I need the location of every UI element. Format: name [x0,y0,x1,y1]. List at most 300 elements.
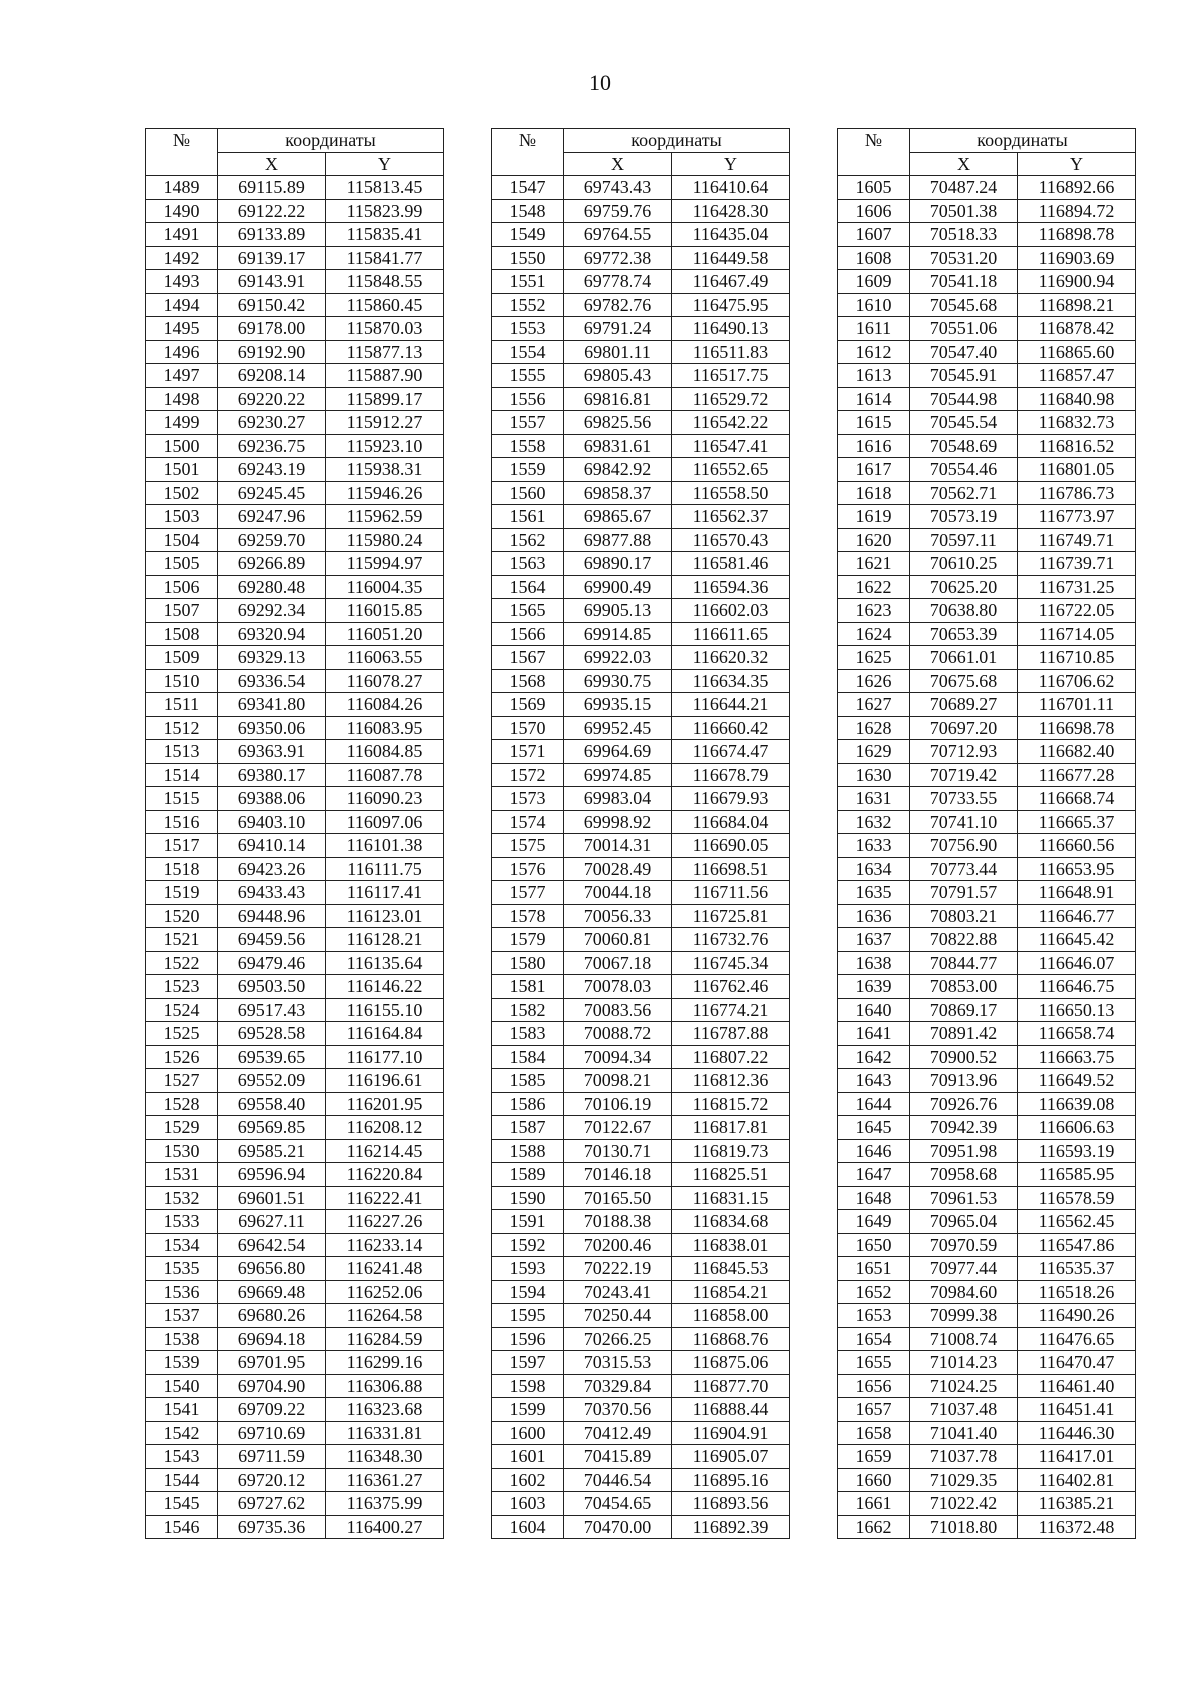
table-row [838,458,1136,482]
y-coordinate-cell: 115848.55 [326,270,444,294]
table-row [492,364,790,388]
point-number-cell: 1653 [838,1304,910,1328]
x-coordinate-cell: 70545.54 [910,411,1018,435]
point-number-cell: 1501 [146,458,218,482]
point-number-cell: 1552 [492,293,564,317]
y-coordinate-cell: 116634.35 [672,669,790,693]
x-coordinate-cell: 70060.81 [564,928,672,952]
point-number-cell: 1538 [146,1327,218,1351]
point-number-cell: 1589 [492,1163,564,1187]
point-number-cell: 1619 [838,505,910,529]
table-row [492,1374,790,1398]
table-row [146,270,444,294]
table-row [492,1327,790,1351]
x-coordinate-cell: 70088.72 [564,1022,672,1046]
x-coordinate-cell: 69735.36 [218,1515,326,1539]
y-coordinate-cell: 116461.40 [1018,1374,1136,1398]
x-coordinate-cell: 70548.69 [910,434,1018,458]
y-coordinate-cell: 116227.26 [326,1210,444,1234]
table-row [838,505,1136,529]
x-coordinate-cell: 69842.92 [564,458,672,482]
y-coordinate-cell: 116078.27 [326,669,444,693]
table-row [838,975,1136,999]
point-number-cell: 1551 [492,270,564,294]
table-row [492,1163,790,1187]
x-coordinate-cell: 69236.75 [218,434,326,458]
table-row [838,411,1136,435]
table-row [146,1116,444,1140]
x-coordinate-cell: 69759.76 [564,199,672,223]
table-body [146,176,444,1539]
point-number-cell: 1537 [146,1304,218,1328]
point-number-cell: 1579 [492,928,564,952]
table-row [838,1210,1136,1234]
x-coordinate-cell: 69247.96 [218,505,326,529]
table-row [838,1257,1136,1281]
table-row [146,528,444,552]
point-number-cell: 1572 [492,763,564,787]
point-number-cell: 1491 [146,223,218,247]
table-row [492,904,790,928]
x-coordinate-cell: 70014.31 [564,834,672,858]
point-number-cell: 1651 [838,1257,910,1281]
x-coordinate-cell: 70188.38 [564,1210,672,1234]
point-number-cell: 1515 [146,787,218,811]
x-coordinate-cell: 71008.74 [910,1327,1018,1351]
y-coordinate-cell: 116658.74 [1018,1022,1136,1046]
y-coordinate-cell: 116840.98 [1018,387,1136,411]
point-number-cell: 1643 [838,1069,910,1093]
table-row [146,834,444,858]
x-coordinate-cell: 70094.34 [564,1045,672,1069]
point-number-cell: 1534 [146,1233,218,1257]
y-coordinate-cell: 116475.95 [672,293,790,317]
table-row [492,1210,790,1234]
x-coordinate-cell: 70999.38 [910,1304,1018,1328]
point-number-cell: 1629 [838,740,910,764]
y-coordinate-cell: 116701.11 [1018,693,1136,717]
point-number-cell: 1588 [492,1139,564,1163]
point-number-cell: 1632 [838,810,910,834]
y-coordinate-cell: 116111.75 [326,857,444,881]
table-row [838,1045,1136,1069]
table-row [492,1492,790,1516]
point-number-cell: 1547 [492,176,564,200]
y-coordinate-cell: 116690.05 [672,834,790,858]
point-number-cell: 1536 [146,1280,218,1304]
x-coordinate-cell: 69865.67 [564,505,672,529]
point-number-cell: 1625 [838,646,910,670]
table-row [838,481,1136,505]
table-row [146,1210,444,1234]
point-number-cell: 1533 [146,1210,218,1234]
y-coordinate-cell: 116233.14 [326,1233,444,1257]
table-row [492,411,790,435]
x-coordinate-cell: 69403.10 [218,810,326,834]
y-coordinate-cell: 116214.45 [326,1139,444,1163]
y-coordinate-cell: 116196.61 [326,1069,444,1093]
x-coordinate-cell: 69292.34 [218,599,326,623]
x-coordinate-cell: 69363.91 [218,740,326,764]
table-row [146,669,444,693]
x-coordinate-cell: 69558.40 [218,1092,326,1116]
y-coordinate-cell: 116787.88 [672,1022,790,1046]
point-number-cell: 1545 [146,1492,218,1516]
y-coordinate-cell: 116004.35 [326,575,444,599]
x-coordinate-cell: 69791.24 [564,317,672,341]
y-coordinate-cell: 116606.63 [1018,1116,1136,1140]
x-coordinate-cell: 70554.46 [910,458,1018,482]
y-coordinate-cell: 116905.07 [672,1445,790,1469]
table-row [492,787,790,811]
point-number-cell: 1509 [146,646,218,670]
y-coordinate-cell: 116857.47 [1018,364,1136,388]
x-coordinate-cell: 70412.49 [564,1421,672,1445]
table-row [838,1116,1136,1140]
point-number-cell: 1570 [492,716,564,740]
y-coordinate-cell: 116611.65 [672,622,790,646]
table-row [492,270,790,294]
y-coordinate-cell: 116348.30 [326,1445,444,1469]
y-coordinate-cell: 116402.81 [1018,1468,1136,1492]
y-coordinate-cell: 116385.21 [1018,1492,1136,1516]
y-coordinate-cell: 116894.72 [1018,199,1136,223]
table-row [492,716,790,740]
y-coordinate-cell: 116146.22 [326,975,444,999]
x-coordinate-cell: 70597.11 [910,528,1018,552]
point-number-cell: 1585 [492,1069,564,1093]
y-coordinate-cell: 116677.28 [1018,763,1136,787]
x-coordinate-cell: 69208.14 [218,364,326,388]
x-coordinate-cell: 70712.93 [910,740,1018,764]
y-coordinate-cell: 116668.74 [1018,787,1136,811]
point-number-cell: 1532 [146,1186,218,1210]
x-coordinate-cell: 69801.11 [564,340,672,364]
table-row [146,340,444,364]
table-row [838,1069,1136,1093]
x-coordinate-cell: 71029.35 [910,1468,1018,1492]
table-row [492,763,790,787]
x-coordinate-cell: 69983.04 [564,787,672,811]
x-coordinate-cell: 69711.59 [218,1445,326,1469]
table-row [838,787,1136,811]
y-coordinate-cell: 116858.00 [672,1304,790,1328]
x-coordinate-cell: 70791.57 [910,881,1018,905]
header-coordinates: координаты [564,129,790,153]
point-number-cell: 1592 [492,1233,564,1257]
x-coordinate-cell: 70165.50 [564,1186,672,1210]
y-coordinate-cell: 116845.53 [672,1257,790,1281]
point-number-cell: 1499 [146,411,218,435]
x-coordinate-cell: 69877.88 [564,528,672,552]
table-row [146,1233,444,1257]
table-row [838,387,1136,411]
point-number-cell: 1494 [146,293,218,317]
table-row [838,176,1136,200]
table-row [838,223,1136,247]
y-coordinate-cell: 116562.37 [672,505,790,529]
x-coordinate-cell: 69433.43 [218,881,326,905]
y-coordinate-cell: 116511.83 [672,340,790,364]
point-number-cell: 1510 [146,669,218,693]
table-row [146,411,444,435]
point-number-cell: 1513 [146,740,218,764]
x-coordinate-cell: 70733.55 [910,787,1018,811]
y-coordinate-cell: 116831.15 [672,1186,790,1210]
x-coordinate-cell: 69423.26 [218,857,326,881]
point-number-cell: 1504 [146,528,218,552]
point-number-cell: 1493 [146,270,218,294]
y-coordinate-cell: 116264.58 [326,1304,444,1328]
table-row [492,646,790,670]
table-row [838,669,1136,693]
point-number-cell: 1645 [838,1116,910,1140]
x-coordinate-cell: 70545.91 [910,364,1018,388]
x-coordinate-cell: 70545.68 [910,293,1018,317]
point-number-cell: 1512 [146,716,218,740]
y-coordinate-cell: 116645.42 [1018,928,1136,952]
y-coordinate-cell: 116892.39 [672,1515,790,1539]
x-coordinate-cell: 69178.00 [218,317,326,341]
header-y: Y [672,152,790,176]
y-coordinate-cell: 116834.68 [672,1210,790,1234]
y-coordinate-cell: 116762.46 [672,975,790,999]
y-coordinate-cell: 116562.45 [1018,1210,1136,1234]
y-coordinate-cell: 116904.91 [672,1421,790,1445]
point-number-cell: 1562 [492,528,564,552]
x-coordinate-cell: 70853.00 [910,975,1018,999]
point-number-cell: 1641 [838,1022,910,1046]
point-number-cell: 1566 [492,622,564,646]
x-coordinate-cell: 70329.84 [564,1374,672,1398]
table-row [146,505,444,529]
y-coordinate-cell: 116581.46 [672,552,790,576]
point-number-cell: 1635 [838,881,910,905]
x-coordinate-cell: 69585.21 [218,1139,326,1163]
x-coordinate-cell: 69150.42 [218,293,326,317]
table-row [838,857,1136,881]
x-coordinate-cell: 69704.90 [218,1374,326,1398]
table-row [492,293,790,317]
y-coordinate-cell: 115887.90 [326,364,444,388]
y-coordinate-cell: 116875.06 [672,1351,790,1375]
x-coordinate-cell: 69243.19 [218,458,326,482]
table-row [492,434,790,458]
point-number-cell: 1582 [492,998,564,1022]
point-number-cell: 1603 [492,1492,564,1516]
x-coordinate-cell: 69448.96 [218,904,326,928]
x-coordinate-cell: 69922.03 [564,646,672,670]
point-number-cell: 1609 [838,270,910,294]
x-coordinate-cell: 69825.56 [564,411,672,435]
table-row [492,528,790,552]
table-row [492,458,790,482]
point-number-cell: 1631 [838,787,910,811]
table-row [146,740,444,764]
x-coordinate-cell: 69133.89 [218,223,326,247]
y-coordinate-cell: 116739.71 [1018,552,1136,576]
x-coordinate-cell: 69569.85 [218,1116,326,1140]
x-coordinate-cell: 69831.61 [564,434,672,458]
point-number-cell: 1659 [838,1445,910,1469]
table-row [838,199,1136,223]
table-row [838,317,1136,341]
point-number-cell: 1573 [492,787,564,811]
y-coordinate-cell: 115899.17 [326,387,444,411]
x-coordinate-cell: 70638.80 [910,599,1018,623]
table-row [492,505,790,529]
x-coordinate-cell: 69669.48 [218,1280,326,1304]
point-number-cell: 1593 [492,1257,564,1281]
y-coordinate-cell: 116660.56 [1018,834,1136,858]
y-coordinate-cell: 116745.34 [672,951,790,975]
table-row [492,340,790,364]
table-row [492,1186,790,1210]
x-coordinate-cell: 70961.53 [910,1186,1018,1210]
y-coordinate-cell: 116446.30 [1018,1421,1136,1445]
x-coordinate-cell: 70741.10 [910,810,1018,834]
y-coordinate-cell: 116593.19 [1018,1139,1136,1163]
table-row [492,317,790,341]
y-coordinate-cell: 116650.13 [1018,998,1136,1022]
point-number-cell: 1558 [492,434,564,458]
y-coordinate-cell: 116097.06 [326,810,444,834]
x-coordinate-cell: 69900.49 [564,575,672,599]
table-row [146,1421,444,1445]
y-coordinate-cell: 116547.86 [1018,1233,1136,1257]
y-coordinate-cell: 116903.69 [1018,246,1136,270]
table-row [492,1398,790,1422]
x-coordinate-cell: 69914.85 [564,622,672,646]
point-number-cell: 1638 [838,951,910,975]
table-row [838,340,1136,364]
y-coordinate-cell: 116529.72 [672,387,790,411]
coordinates-table-1 [145,128,444,1539]
point-number-cell: 1637 [838,928,910,952]
table-row [838,834,1136,858]
table-row [146,693,444,717]
x-coordinate-cell: 70544.98 [910,387,1018,411]
point-number-cell: 1567 [492,646,564,670]
point-number-cell: 1492 [146,246,218,270]
x-coordinate-cell: 69930.75 [564,669,672,693]
point-number-cell: 1587 [492,1116,564,1140]
x-coordinate-cell: 70869.17 [910,998,1018,1022]
x-coordinate-cell: 70200.46 [564,1233,672,1257]
y-coordinate-cell: 116817.81 [672,1116,790,1140]
y-coordinate-cell: 116878.42 [1018,317,1136,341]
y-coordinate-cell: 116467.49 [672,270,790,294]
table-row [146,458,444,482]
point-number-cell: 1611 [838,317,910,341]
point-number-cell: 1574 [492,810,564,834]
x-coordinate-cell: 69245.45 [218,481,326,505]
x-coordinate-cell: 70756.90 [910,834,1018,858]
x-coordinate-cell: 69694.18 [218,1327,326,1351]
table-row [838,881,1136,905]
y-coordinate-cell: 116331.81 [326,1421,444,1445]
point-number-cell: 1627 [838,693,910,717]
point-number-cell: 1503 [146,505,218,529]
point-number-cell: 1511 [146,693,218,717]
table-row [838,1421,1136,1445]
x-coordinate-cell: 70942.39 [910,1116,1018,1140]
y-coordinate-cell: 116815.72 [672,1092,790,1116]
y-coordinate-cell: 116490.13 [672,317,790,341]
y-coordinate-cell: 116164.84 [326,1022,444,1046]
page-number: 10 [589,70,611,95]
y-coordinate-cell: 116594.36 [672,575,790,599]
point-number-cell: 1546 [146,1515,218,1539]
table-row [492,1445,790,1469]
x-coordinate-cell: 69858.37 [564,481,672,505]
y-coordinate-cell: 116649.52 [1018,1069,1136,1093]
point-number-cell: 1617 [838,458,910,482]
point-number-cell: 1557 [492,411,564,435]
x-coordinate-cell: 70315.53 [564,1351,672,1375]
x-coordinate-cell: 70415.89 [564,1445,672,1469]
table-row [492,834,790,858]
x-coordinate-cell: 70977.44 [910,1257,1018,1281]
x-coordinate-cell: 70243.41 [564,1280,672,1304]
point-number-cell: 1563 [492,552,564,576]
y-coordinate-cell: 116644.21 [672,693,790,717]
y-coordinate-cell: 116812.36 [672,1069,790,1093]
point-number-cell: 1521 [146,928,218,952]
y-coordinate-cell: 116674.47 [672,740,790,764]
x-coordinate-cell: 70551.06 [910,317,1018,341]
table-row [146,1257,444,1281]
point-number-cell: 1548 [492,199,564,223]
table-row [838,599,1136,623]
y-coordinate-cell: 116660.42 [672,716,790,740]
point-number-cell: 1496 [146,340,218,364]
y-coordinate-cell: 116252.06 [326,1280,444,1304]
y-coordinate-cell: 116220.84 [326,1163,444,1187]
x-coordinate-cell: 71037.78 [910,1445,1018,1469]
point-number-cell: 1523 [146,975,218,999]
point-number-cell: 1522 [146,951,218,975]
point-number-cell: 1541 [146,1398,218,1422]
header-coordinates: координаты [218,129,444,153]
x-coordinate-cell: 69764.55 [564,223,672,247]
table-row [838,810,1136,834]
x-coordinate-cell: 70625.20 [910,575,1018,599]
x-coordinate-cell: 70689.27 [910,693,1018,717]
point-number-cell: 1539 [146,1351,218,1375]
x-coordinate-cell: 71037.48 [910,1398,1018,1422]
y-coordinate-cell: 116177.10 [326,1045,444,1069]
x-coordinate-cell: 69782.76 [564,293,672,317]
table-row [492,1421,790,1445]
x-coordinate-cell: 69596.94 [218,1163,326,1187]
x-coordinate-cell: 69905.13 [564,599,672,623]
table-row [146,951,444,975]
point-number-cell: 1565 [492,599,564,623]
point-number-cell: 1575 [492,834,564,858]
table-row [838,1327,1136,1351]
x-coordinate-cell: 69627.11 [218,1210,326,1234]
y-coordinate-cell: 116417.01 [1018,1445,1136,1469]
x-coordinate-cell: 70653.39 [910,622,1018,646]
table-row [838,1351,1136,1375]
x-coordinate-cell: 69680.26 [218,1304,326,1328]
x-coordinate-cell: 71024.25 [910,1374,1018,1398]
y-coordinate-cell: 115994.97 [326,552,444,576]
point-number-cell: 1649 [838,1210,910,1234]
y-coordinate-cell: 116749.71 [1018,528,1136,552]
x-coordinate-cell: 69259.70 [218,528,326,552]
